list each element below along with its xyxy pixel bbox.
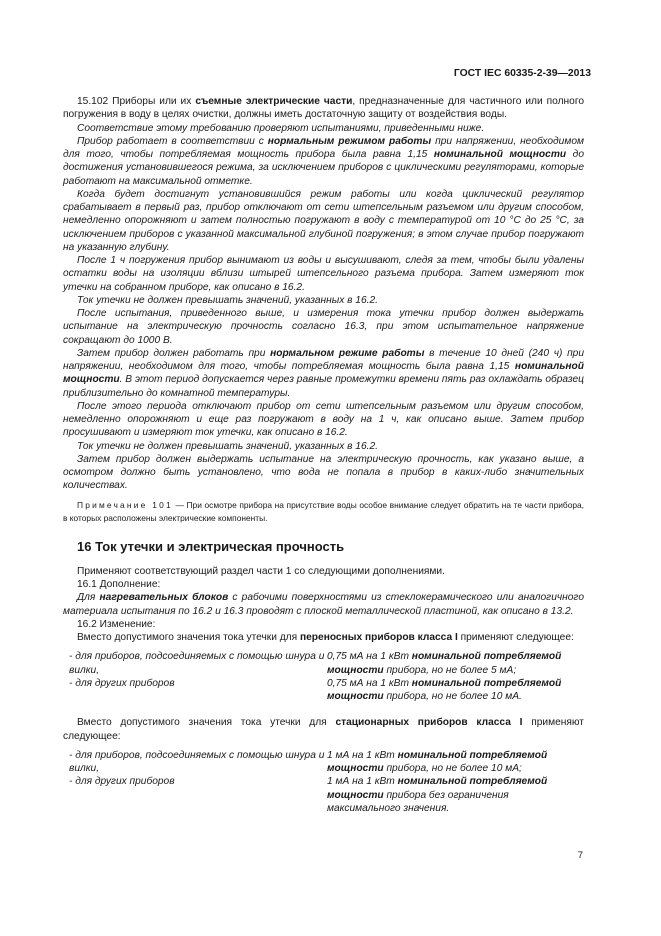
text: 0,75 мА на 1 кВт	[327, 651, 412, 663]
requirement-case	[63, 677, 327, 704]
requirement-limit	[327, 677, 567, 704]
document-code: ГОСТ IEC 60335-2-39—2013	[453, 68, 591, 79]
text: при напряжении, необходимом для того, чтобы потребляемая мощность прибора была равна 1,15	[63, 135, 584, 160]
text: прибора без ограничения максимального значения.	[327, 789, 509, 814]
test-paragraph: Ток утечки не должен превышать значений, указанных в 16.2.	[77, 294, 378, 306]
text: , предназначенные для частичного или полного погружения в воду в целях очистки, должны иметь достаточную защиту от воздействия воды.	[63, 96, 584, 121]
text: прибора, но не более 10 мА.	[383, 691, 522, 702]
text: применяют следующее:	[63, 717, 584, 742]
text: - для приборов, подсоединяемых с помощью шнура и вилки,	[69, 749, 325, 774]
text: в течение 10 дней (240 ч) при напряжении, необходимом для того, чтобы потребляемая мощность была равна 1,15	[63, 347, 585, 372]
text: применяют следующее:	[457, 632, 574, 643]
test-paragraph	[63, 347, 584, 400]
term: номинальной потребляемой мощности	[327, 651, 562, 676]
requirement-row	[63, 749, 584, 776]
text: - для приборов, подсоединяемых с помощью шнура и вилки,	[69, 651, 325, 676]
term: нормальном режиме работы	[270, 347, 425, 359]
clause-16-2-label: 16.2 Изменение:	[77, 618, 156, 630]
text: с рабочими поверхностями из стеклокерамического или аналогичного материала испытания по 16.2 и 16.3 проводят с плоской металлической пластиной, как описано в 13.2.	[63, 592, 584, 617]
stationary-lead	[63, 716, 584, 743]
text: 1 мА на 1 кВт	[327, 776, 398, 788]
text: - для других приборов	[69, 677, 175, 689]
text: до достижения установившегося режима, за исключением приборов с циклическими регуляторами, которые работают на максимальной отметке.	[63, 149, 584, 187]
test-paragraph: После 1 ч погружения прибор вынимают из воды и высушивают, следя за тем, чтобы были удалены остатки воды на изоляции вблизи штырей штепсельного разъема прибора. Затем измеряют ток утечки на собранном приборе, как описано в 16.2.	[63, 255, 584, 293]
text: Для	[77, 592, 100, 604]
note-label: Примечание 101	[77, 499, 173, 510]
section-16-heading: 16 Ток утечки и электрическая прочность	[77, 538, 345, 554]
term: номинальной потребляемой мощности	[327, 776, 548, 801]
text: прибора, но не более 5 мА;	[383, 664, 517, 676]
requirement-row	[63, 650, 584, 677]
test-paragraph: Ток утечки не должен превышать значений, указанных в 16.2.	[77, 440, 378, 452]
portable-requirements	[63, 650, 584, 703]
text: 15.102 Приборы или их	[77, 96, 196, 107]
compliance-statement: Соответствие этому требованию проверяют испытаниями, приведенными ниже.	[77, 122, 485, 134]
note-text: — При осмотре прибора на присутствие воды особое внимание следует обратить на те части прибора, в которых расположены электрические компоненты.	[63, 499, 585, 523]
test-paragraph: Когда будет достигнут установившийся режим работы или когда циклический регулятор срабатывает в первый раз, прибор отключают от сети штепсельным разъемом или другим способом, немедленно опорожняют и затем полностью погружают в воду с температурой от 10 °С до 25 °С, за исключением приборов с указанной максимальной глубиной погружения; в этом случае прибор погружают на указанную глубину.	[63, 188, 584, 253]
term: переносных приборов класса I	[299, 632, 458, 643]
requirement-limit	[327, 749, 567, 776]
section-16-intro: Применяют соответствующий раздел части 1 со следующими дополнениями.	[77, 565, 445, 577]
requirement-case	[63, 775, 327, 815]
requirement-limit	[327, 650, 567, 677]
portable-lead	[63, 631, 584, 644]
test-paragraph	[63, 135, 584, 188]
clause-15-102	[63, 95, 584, 122]
requirement-case	[63, 650, 327, 677]
term: номинальной потребляемой мощности	[327, 749, 548, 774]
term: номинальной потребляемой мощности	[327, 677, 562, 702]
stationary-requirements	[63, 749, 584, 815]
page-number: 7	[577, 850, 583, 861]
text: 0,75 мА на 1 кВт	[327, 677, 412, 689]
text: прибора, но не более 10 мА;	[383, 763, 522, 774]
text: 1 мА на 1 кВт	[327, 749, 398, 761]
text: - для других приборов	[69, 776, 175, 788]
text: Вместо допустимого значения тока утечки для	[77, 632, 300, 643]
requirement-row	[63, 677, 584, 704]
note-101	[63, 499, 584, 525]
text: Вместо допустимого значения тока утечки для	[77, 717, 336, 729]
clause-16-1-label: 16.1 Дополнение:	[77, 579, 161, 590]
text: Затем прибор должен работать при	[77, 347, 271, 359]
page-content	[63, 95, 584, 815]
test-paragraph: После этого периода отключают прибор от сети штепсельным разъемом или другим способом, немедленно опорожняют и еще раз погружают в воду на 1 ч, как описано выше. Затем прибор просушивают и измеряют ток утечки, как описано в 16.2.	[63, 400, 584, 439]
text: Прибор работает в соответствии с	[77, 135, 268, 147]
test-paragraph: Затем прибор должен выдержать испытание на электрическую прочность, как указано выше, а осмотром должно быть установлено, что вода не попала в прибор в каких-либо значительных количествах.	[63, 453, 584, 492]
test-paragraph: После испытания, приведенного выше, и измерения тока утечки прибор должен выдержать испытание на электрическую прочность согласно 16.3, при этом испытательное напряжение сокращают до 1000 В.	[63, 308, 584, 346]
term: нагревательных блоков	[99, 592, 229, 604]
term: стационарных приборов класса I	[335, 717, 523, 729]
term: съемные электрические части	[195, 96, 353, 107]
requirement-row	[63, 775, 584, 815]
requirement-case	[63, 749, 327, 776]
term: номинальной мощности	[433, 149, 567, 160]
clause-16-1-text	[63, 591, 584, 618]
text: . В этот период допускается через равные промежутки времени пять раз охлаждать образец приблизительно до комнатной температуры.	[63, 374, 584, 399]
term: номинальной мощности	[63, 361, 584, 386]
requirement-limit	[327, 775, 567, 815]
term: нормальным режимом работы	[267, 135, 432, 147]
